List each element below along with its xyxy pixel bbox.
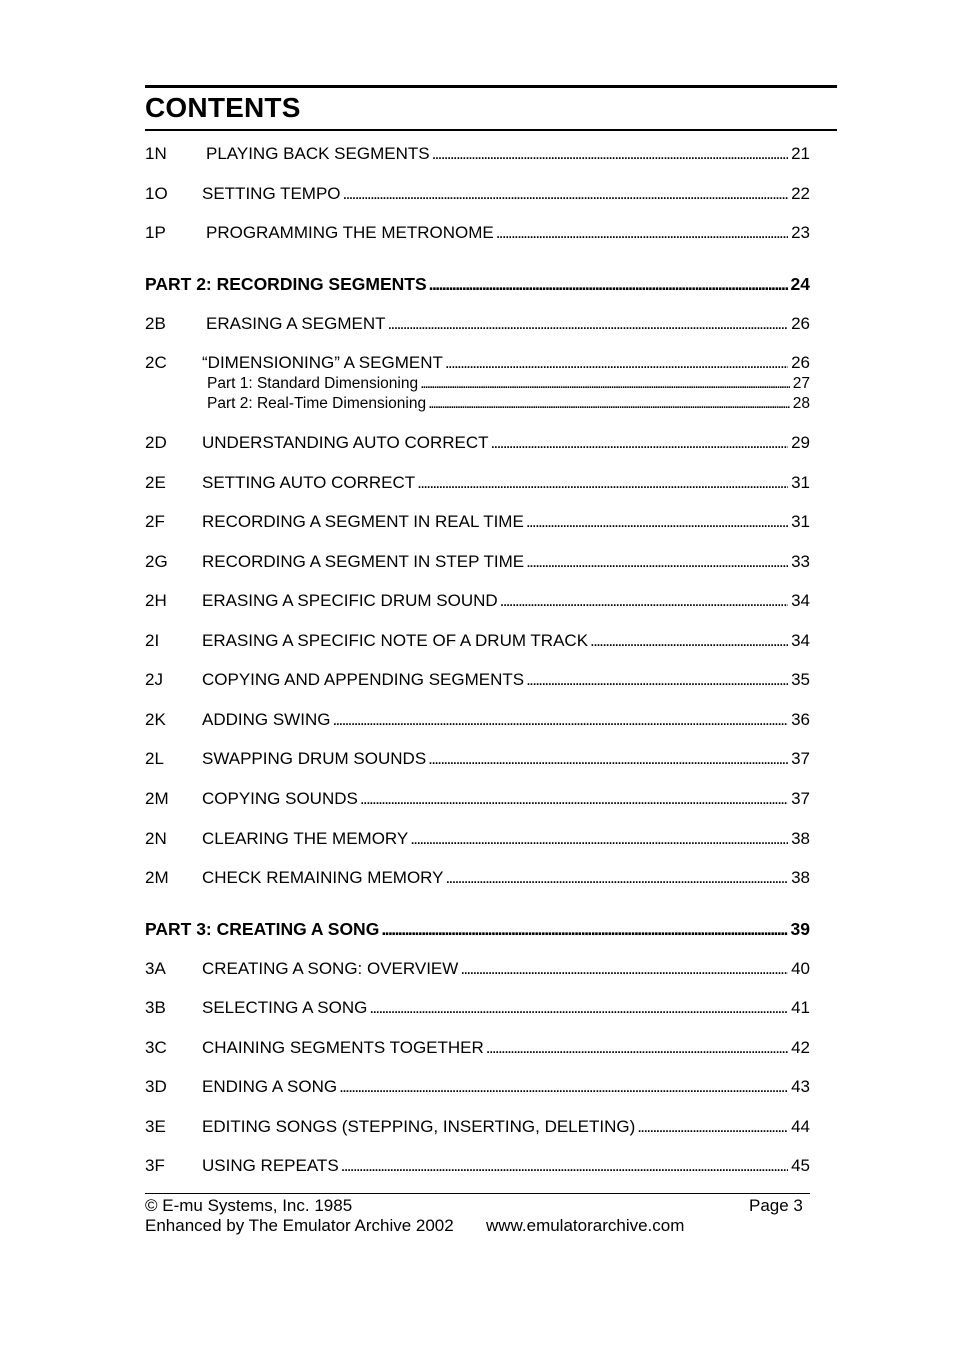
toc-entry[interactable]: [145, 223, 810, 243]
entry-number: 2L: [145, 749, 164, 768]
entry-page: 36: [791, 710, 810, 729]
entry-number: 2M: [145, 868, 169, 887]
entry-title: SWAPPING DRUM SOUNDS: [202, 749, 427, 768]
dot-leader: [429, 274, 788, 294]
dot-leader: [341, 1156, 788, 1176]
dot-leader: [388, 314, 789, 334]
toc-entry[interactable]: [145, 552, 810, 572]
entry-page: 23: [791, 223, 810, 242]
footer-rule: [145, 1193, 810, 1194]
toc-subentry[interactable]: [145, 395, 810, 413]
entry-title: CHAINING SEGMENTS TOGETHER: [202, 1038, 484, 1057]
entry-page: 41: [791, 998, 810, 1017]
toc-entry[interactable]: [145, 1117, 810, 1137]
entry-number: 1O: [145, 184, 168, 203]
entry-title: SELECTING A SONG: [202, 998, 368, 1017]
footer-url[interactable]: www.emulatorarchive.com: [486, 1216, 685, 1235]
dot-leader: [526, 512, 788, 532]
entry-page: 34: [791, 591, 810, 610]
top-rule: [145, 85, 837, 88]
entry-title: ENDING A SONG: [202, 1077, 338, 1096]
entry-page: 26: [791, 353, 810, 372]
entry-number: 2K: [145, 710, 166, 729]
entry-number: 2H: [145, 591, 167, 610]
toc-part-heading[interactable]: [145, 919, 810, 939]
dot-leader: [420, 375, 790, 393]
dot-leader: [428, 749, 788, 769]
entry-title: USING REPEATS: [202, 1156, 339, 1175]
entry-title: ERASING A SEGMENT: [206, 314, 386, 333]
toc-entry[interactable]: [145, 1156, 810, 1176]
dot-leader: [445, 353, 788, 373]
dot-leader: [410, 829, 788, 849]
page-heading: CONTENTS: [145, 92, 301, 123]
part-title: PART 3: CREATING A SONG: [145, 919, 380, 939]
entry-page: 37: [791, 749, 810, 768]
entry-page: 42: [791, 1038, 810, 1057]
entry-number: 2N: [145, 829, 167, 848]
toc-entry[interactable]: [145, 829, 810, 849]
entry-page: 22: [791, 184, 810, 203]
toc-entry[interactable]: [145, 1077, 810, 1097]
entry-number: 3F: [145, 1156, 165, 1175]
entry-title: “DIMENSIONING” A SEGMENT: [202, 353, 443, 372]
entry-number: 2F: [145, 512, 165, 531]
entry-number: 1N: [145, 144, 167, 163]
dot-leader: [500, 591, 788, 611]
entry-title: RECORDING A SEGMENT IN REAL TIME: [202, 512, 524, 531]
entry-number: 3A: [145, 959, 166, 978]
entry-page: 45: [791, 1156, 810, 1175]
dot-leader: [360, 789, 788, 809]
part-page: 39: [790, 919, 810, 939]
toc-entry[interactable]: [145, 433, 810, 453]
dot-leader: [381, 919, 787, 939]
entry-number: 3C: [145, 1038, 167, 1057]
entry-page: 31: [791, 473, 810, 492]
dot-leader: [526, 670, 788, 690]
entry-number: 2G: [145, 552, 168, 571]
heading-rule: [145, 129, 837, 131]
toc-entry[interactable]: [145, 473, 810, 493]
entry-page: 34: [791, 631, 810, 650]
entry-number: 2D: [145, 433, 167, 452]
entry-title: SETTING TEMPO: [202, 184, 341, 203]
dot-leader: [590, 631, 788, 651]
subentry-page: 28: [792, 395, 810, 412]
entry-page: 37: [791, 789, 810, 808]
entry-page: 29: [791, 433, 810, 452]
entry-title: CHECK REMAINING MEMORY: [202, 868, 444, 887]
dot-leader: [417, 473, 788, 493]
toc-entry[interactable]: [145, 670, 810, 690]
dot-leader: [446, 868, 789, 888]
entry-number: 3E: [145, 1117, 166, 1136]
entry-title: CREATING A SONG: OVERVIEW: [202, 959, 459, 978]
entry-title: ERASING A SPECIFIC NOTE OF A DRUM TRACK: [202, 631, 589, 650]
entry-page: 40: [791, 959, 810, 978]
dot-leader: [332, 710, 788, 730]
entry-number: 2B: [145, 314, 166, 333]
entry-number: 2J: [145, 670, 163, 689]
dot-leader: [460, 959, 788, 979]
part-page: 24: [790, 274, 810, 294]
dot-leader: [369, 998, 788, 1018]
entry-number: 1P: [145, 223, 166, 242]
entry-title: PROGRAMMING THE METRONOME: [206, 223, 494, 242]
entry-title: ERASING A SPECIFIC DRUM SOUND: [202, 591, 498, 610]
entry-page: 21: [791, 144, 810, 163]
entry-page: 43: [791, 1077, 810, 1096]
subentry-title: Part 1: Standard Dimensioning: [207, 375, 419, 392]
subentry-page: 27: [792, 375, 810, 392]
entry-title: COPYING AND APPENDING SEGMENTS: [202, 670, 525, 689]
footer-enhanced-note: Enhanced by The Emulator Archive 2002: [145, 1216, 454, 1235]
entry-number: 2I: [145, 631, 160, 650]
dot-leader: [491, 433, 789, 453]
dot-leader: [486, 1038, 788, 1058]
toc-entry[interactable]: [145, 868, 810, 888]
part-title: PART 2: RECORDING SEGMENTS: [145, 274, 427, 294]
entry-title: ADDING SWING: [202, 710, 331, 729]
toc-entry[interactable]: [145, 749, 810, 769]
dot-leader: [526, 552, 788, 572]
dot-leader: [496, 223, 788, 243]
dot-leader: [637, 1117, 788, 1137]
entry-title: COPYING SOUNDS: [202, 789, 358, 808]
toc-entry[interactable]: [145, 144, 810, 164]
entry-title: UNDERSTANDING AUTO CORRECT: [202, 433, 489, 452]
toc-entry[interactable]: [145, 998, 810, 1018]
entry-page: 26: [791, 314, 810, 333]
entry-page: 38: [791, 829, 810, 848]
entry-title: RECORDING A SEGMENT IN STEP TIME: [202, 552, 525, 571]
toc-part-heading[interactable]: [145, 274, 810, 294]
toc-entry[interactable]: [145, 353, 810, 373]
entry-number: 3D: [145, 1077, 167, 1096]
dot-leader: [339, 1077, 788, 1097]
dot-leader: [343, 184, 789, 204]
toc-entry[interactable]: [145, 314, 810, 334]
entry-title: PLAYING BACK SEGMENTS: [206, 144, 430, 163]
entry-page: 35: [791, 670, 810, 689]
footer-page-number: Page 3: [749, 1196, 803, 1215]
entry-number: 2M: [145, 789, 169, 808]
entry-title: CLEARING THE MEMORY: [202, 829, 409, 848]
toc-subentry[interactable]: [145, 375, 810, 393]
toc-entry[interactable]: [145, 591, 810, 611]
dot-leader: [428, 395, 790, 413]
entry-number: 3B: [145, 998, 166, 1017]
toc-entry[interactable]: [145, 512, 810, 532]
entry-page: 44: [791, 1117, 810, 1136]
entry-page: 31: [791, 512, 810, 531]
entry-title: SETTING AUTO CORRECT: [202, 473, 416, 492]
entry-page: 33: [791, 552, 810, 571]
toc-entry[interactable]: [145, 1038, 810, 1058]
entry-page: 38: [791, 868, 810, 887]
toc-entry[interactable]: [145, 959, 810, 979]
toc-entry[interactable]: [145, 789, 810, 809]
entry-number: 2C: [145, 353, 167, 372]
entry-number: 2E: [145, 473, 166, 492]
subentry-title: Part 2: Real-Time Dimensioning: [207, 395, 427, 412]
toc-entry[interactable]: [145, 631, 810, 651]
toc-entry[interactable]: [145, 710, 810, 730]
toc-entry[interactable]: [145, 184, 810, 204]
entry-title: EDITING SONGS (STEPPING, INSERTING, DELETING): [202, 1117, 636, 1136]
dot-leader: [432, 144, 789, 164]
footer-copyright: © E-mu Systems, Inc. 1985: [145, 1196, 353, 1215]
